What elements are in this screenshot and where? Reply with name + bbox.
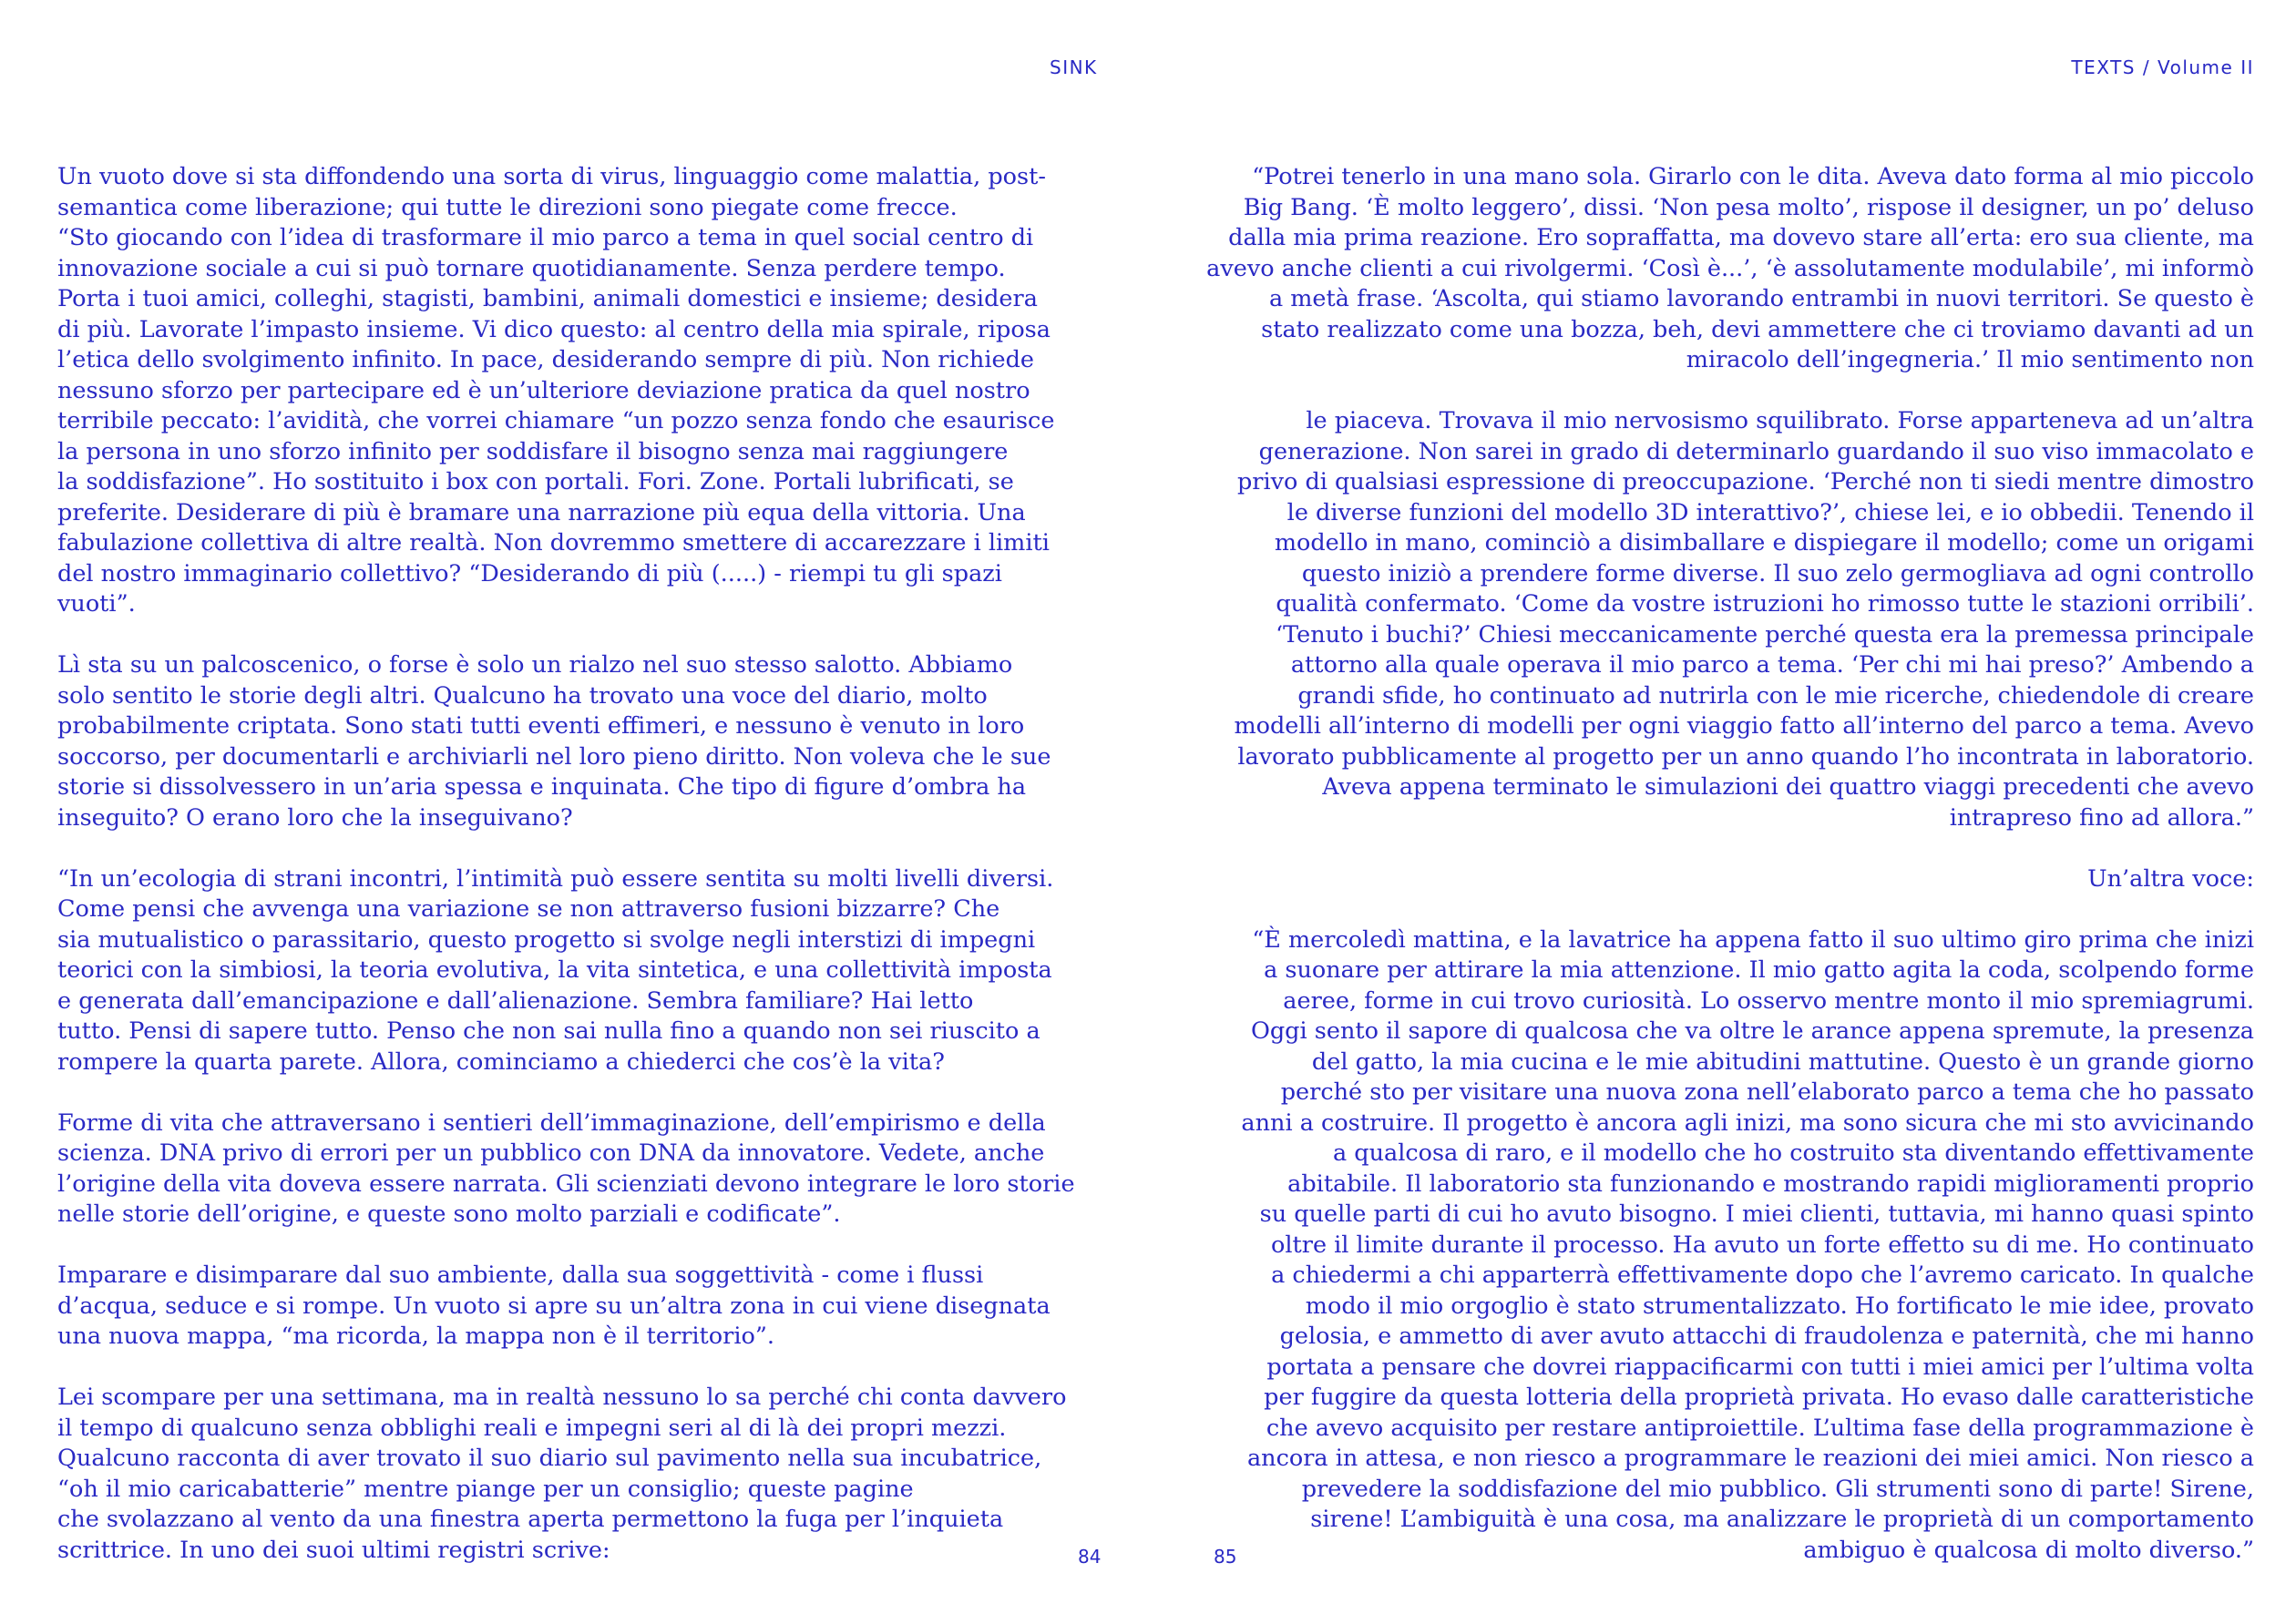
page-number-right: 85 [1214, 1546, 1237, 1568]
text-line: a suonare per attirare la mia attenzione. Il mio gatto agita la coda, scolpendo forme [1264, 956, 2254, 984]
text-line: storie si dissolvessero in un’aria spessa e inquinata. Che tipo di figure d’ombra ha [57, 773, 1027, 801]
text-line: attorno alla quale operava il mio parco a tema. ‘Per chi mi hai preso?’ Ambendo a [1290, 651, 2254, 679]
left-page-text [57, 162, 1078, 1597]
right-page-text [1197, 162, 2254, 1597]
text-line: Come pensi che avvenga una variazione se non attraverso fusioni bizzarre? Che [57, 895, 1000, 923]
text-line: che avevo acquisito per restare antiproiettile. L’ultima fase della programmazione è [1266, 1414, 2254, 1442]
text-line: Un’altra voce: [2087, 864, 2254, 893]
page-number-left: 84 [1078, 1546, 1102, 1568]
text-line: inseguito? O erano loro che la inseguivano? [57, 803, 573, 832]
text-line: miracolo dell’ingegneria.’ Il mio sentimento non [1686, 346, 2254, 373]
text-line: avevo anche clienti a cui rivolgermi. ‘Così è...’, ‘è assolutamente modulabile’, mi informò [1206, 254, 2254, 282]
text-line: nelle storie dell’origine, e queste sono molto parziali e codificate”. [57, 1200, 841, 1228]
text-line: modelli all’interno di modelli per ogni viaggio fatto all’interno del parco a tema. Avevo [1234, 712, 2254, 740]
text-line: Big Bang. ‘È molto leggero’, dissi. ‘Non pesa molto’, rispose il designer, un po’ deluso [1243, 193, 2254, 221]
text-line: rompere la quarta parete. Allora, cominciamo a chiederci che cos’è la vita? [57, 1047, 945, 1076]
text-line: le diverse funzioni del modello 3D interattivo?’, chiese lei, e io obbedii. Tenendo il [1286, 498, 2254, 526]
paragraph [57, 1383, 1078, 1566]
text-line: Oggi sento il sapore di qualcosa che va oltre le arance appena spremute, la presenza [1250, 1017, 2254, 1045]
text-line: perché sto per visitare una nuova zona nell’elaborato parco a tema che ho passato [1280, 1078, 2254, 1106]
text-line: nessuno sforzo per partecipare ed è un’ulteriore deviazione pratica da quel nostro [57, 376, 1030, 404]
text-line: il tempo di qualcuno senza obblighi reali e impegni seri al di là dei propri mezzi. [57, 1414, 1007, 1442]
text-line: innovazione sociale a cui si può tornare quotidianamente. Senza perdere tempo. [57, 254, 1006, 282]
text-line: dalla mia prima reazione. Ero sopraffatta, ma dovevo stare all’erta: ero sua cliente, ma [1228, 224, 2254, 251]
paragraph [1197, 406, 2254, 833]
text-line: per fuggire da questa lotteria della proprietà privata. Ho evaso dalle caratteristiche [1264, 1384, 2254, 1411]
text-line: su quelle parti di cui ho avuto bisogno. I miei clienti, tuttavia, mi hanno quasi spinto [1259, 1200, 2254, 1228]
text-line: modo il mio orgoglio è stato strumentalizzato. Ho fortificato le mie idee, provato [1305, 1292, 2254, 1320]
text-line: prevedere la soddisfazione del mio pubblico. Gli strumenti sono di parte! Sirene, [1301, 1475, 2254, 1503]
text-line: vuoti”. [57, 590, 136, 618]
text-line: fabulazione collettiva di altre realtà. Non dovremmo smettere di accarezzare i limiti [57, 529, 1050, 557]
text-line: scrittrice. In uno dei suoi ultimi registri scrive: [57, 1536, 610, 1564]
text-line: probabilmente criptata. Sono stati tutti eventi effimeri, e nessuno è venuto in loro [57, 712, 1025, 740]
paragraph [57, 162, 1078, 620]
text-line: Imparare e disimparare dal suo ambiente, dalla sua soggettività - come i flussi [57, 1262, 984, 1289]
text-line: stato realizzato come una bozza, beh, devi ammettere che ci troviamo davanti ad un [1261, 315, 2254, 343]
text-line: aeree, forme in cui trovo curiosità. Lo osservo mentre monto il mio spremiagrumi. [1283, 986, 2254, 1015]
text-line: anni a costruire. Il progetto è ancora agli inizi, ma sono sicura che mi sto avvicinando [1241, 1108, 2254, 1137]
text-line: l’etica dello svolgimento infinito. In pace, desiderando sempre di più. Non richiede [57, 346, 1034, 373]
paragraph [57, 1261, 1078, 1353]
text-line: di più. Lavorate l’impasto insieme. Vi dico questo: al centro della mia spirale, riposa [57, 315, 1051, 343]
text-line: terribile peccato: l’avidità, che vorrei chiamare “un pozzo senza fondo che esaurisce [57, 407, 1055, 434]
text-line: e generata dall’emancipazione e dall’alienazione. Sembra familiare? Hai letto [57, 986, 974, 1015]
text-line: portata a pensare che dovrei riappacificarmi con tutti i miei amici per l’ultima volta [1266, 1353, 2254, 1381]
text-line: del nostro immaginario collettivo? “Desiderando di più (.....) - riempi tu gli spazi [57, 559, 1002, 587]
text-line: ‘Tenuto i buchi?’ Chiesi meccanicamente perché questa era la premessa principale [1276, 620, 2254, 649]
text-line: che svolazzano al vento da una finestra aperta permettono la fuga per l’inquieta [57, 1506, 1004, 1533]
text-line: semantica come liberazione; qui tutte le direzioni sono piegate come frecce. [57, 193, 958, 221]
text-line: sia mutualistico o parassitario, questo progetto si svolge negli interstizi di impegni [57, 925, 1036, 954]
text-line: oltre il limite durante il processo. Ha avuto un forte effetto su di me. Ho continuato [1271, 1231, 2254, 1259]
paragraph [57, 650, 1078, 833]
text-line: Lei scompare per una settimana, ma in realtà nessuno lo sa perché chi conta davvero [57, 1384, 1067, 1411]
text-line: tutto. Pensi di sapere tutto. Penso che non sai nulla fino a quando non sei riuscito a [57, 1017, 1040, 1045]
text-line: questo iniziò a prendere forme diverse. Il suo zelo germogliava ad ogni controllo [1301, 559, 2254, 587]
paragraph [57, 1108, 1078, 1231]
text-line: “È mercoledì mattina, e la lavatrice ha appena fatto il suo ultimo giro prima che inizi [1252, 925, 2254, 954]
text-line: sirene! L’ambiguità è una cosa, ma analizzare le proprietà di un comportamento [1310, 1506, 2254, 1533]
text-line: gelosia, e ammetto di aver avuto attacchi di fraudolenza e paternità, che mi hanno [1279, 1323, 2254, 1350]
text-line: “oh il mio caricabatterie” mentre piange per un consiglio; queste pagine [57, 1475, 914, 1503]
text-line: “In un’ecologia di strani incontri, l’intimità può essere sentita su molti livelli diversi. [57, 864, 1054, 893]
text-line: del gatto, la mia cucina e le mie abitudini mattutine. Questo è un grande giorno [1311, 1047, 2254, 1076]
text-line: generazione. Non sarei in grado di determinarlo guardando il suo viso immacolato e [1258, 437, 2254, 465]
text-line: Forme di vita che attraversano i sentieri dell’immaginazione, dell’empirismo e della [57, 1108, 1046, 1137]
text-line: lavorato pubblicamente al progetto per un anno quando l’ho incontrata in laboratorio. [1237, 742, 2254, 771]
text-line: Qualcuno racconta di aver trovato il suo diario sul pavimento nella sua incubatrice, [57, 1445, 1042, 1472]
text-line: ambiguo è qualcosa di molto diverso.” [1803, 1536, 2254, 1564]
text-line: a metà frase. ‘Ascolta, qui stiamo lavorando entrambi in nuovi territori. Se questo è [1268, 285, 2254, 312]
text-line: Un vuoto dove si sta diffondendo una sorta di virus, linguaggio come malattia, post- [57, 163, 1046, 190]
text-line: modello in mano, cominciò a disimballare e dispiegare il modello; come un origami [1274, 529, 2254, 557]
text-line: a chiedermi a chi apparterrà effettivamente dopo che l’avremo caricato. In qualche [1271, 1262, 2254, 1289]
paragraph [1197, 162, 2254, 376]
running-head-left: SINK [1050, 56, 1098, 78]
text-line: l’origine della vita doveva essere narrata. Gli scienziati devono integrare le loro storie [57, 1170, 1075, 1198]
text-line: a qualcosa di raro, e il modello che ho costruito sta diventando effettivamente [1332, 1139, 2254, 1167]
text-line: preferite. Desiderare di più è bramare una narrazione più equa della vittoria. Una [57, 498, 1026, 526]
text-line: teorici con la simbiosi, la teoria evolutiva, la vita sintetica, e una collettività imposta [57, 956, 1052, 984]
paragraph [1197, 864, 2254, 895]
text-line: le piaceva. Trovava il mio nervosismo squilibrato. Forse apparteneva ad un’altra [1306, 407, 2254, 434]
text-line: Aveva appena terminato le simulazioni dei quattro viaggi precedenti che avevo [1322, 773, 2254, 801]
text-line: Porta i tuoi amici, colleghi, stagisti, bambini, animali domestici e insieme; desidera [57, 285, 1038, 312]
text-line: qualità confermato. ‘Come da vostre istruzioni ho rimosso tutte le stazioni orribili’. [1276, 590, 2254, 618]
paragraph [57, 864, 1078, 1078]
running-head-right: TEXTS / Volume II [2071, 56, 2254, 78]
text-line: “Sto giocando con l’idea di trasformare il mio parco a tema in quel social centro di [57, 224, 1034, 251]
text-line: “Potrei tenerlo in una mano sola. Girarlo con le dita. Aveva dato forma al mio piccolo [1252, 163, 2254, 190]
text-line: d’acqua, seduce e si rompe. Un vuoto si apre su un’altra zona in cui viene disegnata [57, 1292, 1051, 1320]
text-line: intrapreso fino ad allora.” [1949, 803, 2254, 832]
text-line: la soddisfazione”. Ho sostituito i box con portali. Fori. Zone. Portali lubrificati, se [57, 468, 1014, 495]
text-line: soccorso, per documentarli e archiviarli nel loro pieno diritto. Non voleva che le sue [57, 742, 1051, 771]
text-line: solo sentito le storie degli altri. Qualcuno ha trovato una voce del diario, molto [57, 681, 988, 710]
text-line: privo di qualsiasi espressione di preoccupazione. ‘Perché non ti siedi mentre dimostro [1236, 468, 2254, 495]
text-line: ancora in attesa, e non riesco a programmare le reazioni dei miei amici. Non riesco a [1246, 1445, 2254, 1472]
text-line: scienza. DNA privo di errori per un pubblico con DNA da innovatore. Vedete, anche [57, 1139, 1045, 1167]
text-line: una nuova mappa, “ma ricorda, la mappa non è il territorio”. [57, 1323, 774, 1350]
text-line: la persona in uno sforzo infinito per soddisfare il bisogno senza mai raggiungere [57, 437, 1009, 465]
text-line: abitabile. Il laboratorio sta funzionando e mostrando rapidi miglioramenti proprio [1287, 1170, 2254, 1198]
text-line: Lì sta su un palcoscenico, o forse è solo un rialzo nel suo stesso salotto. Abbiamo [57, 651, 1013, 679]
paragraph [1197, 925, 2254, 1567]
text-line: grandi sfide, ho continuato ad nutrirla con le mie ricerche, chiedendole di creare [1297, 681, 2254, 710]
